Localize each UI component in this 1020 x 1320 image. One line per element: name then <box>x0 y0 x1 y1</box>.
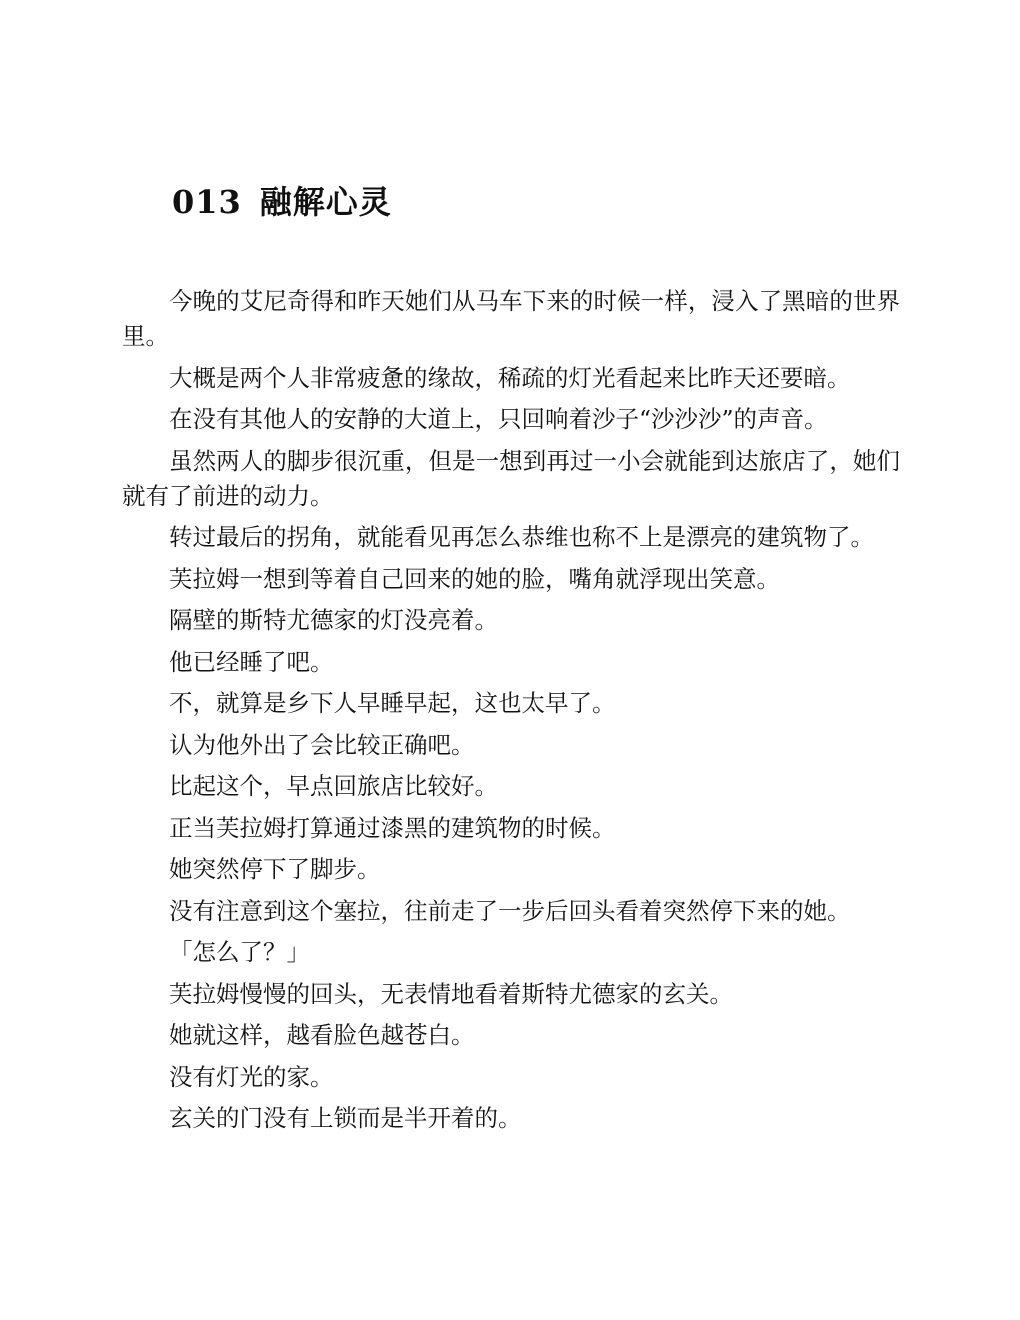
chapter-number: 013 <box>172 183 242 221</box>
paragraph: 虽然两人的脚步很沉重，但是一想到再过一小会就能到达旅店了，她们就有了前进的动力。 <box>122 446 900 510</box>
paragraph: 她就这样，越看脸色越苍白。 <box>169 1021 475 1049</box>
chapter-name: 融解心灵 <box>259 183 392 221</box>
paragraph: 没有注意到这个塞拉，往前走了一步后回头看着突然停下来的她。 <box>169 896 851 925</box>
paragraph: 他已经睡了吧。 <box>169 647 334 676</box>
paragraph: 她突然停下了脚步。 <box>169 855 381 883</box>
paragraph: 比起这个，早点回旅店比较好。 <box>169 772 498 800</box>
chapter-body <box>122 284 900 1143</box>
paragraph: 认为他外出了会比较正确吧。 <box>169 730 475 759</box>
paragraph: 今晚的艾尼奇得和昨天她们从马车下来的时候一样，浸入了黑暗的世界里。 <box>122 287 900 350</box>
paragraph: 不，就算是乡下人早睡早起，这也太早了。 <box>169 689 616 717</box>
paragraph: 正当芙拉姆打算通过漆黑的建筑物的时候。 <box>169 813 616 842</box>
paragraph: 隔壁的斯特尤德家的灯没亮着。 <box>169 606 498 634</box>
paragraph: 转过最后的拐角，就能看见再怎么恭维也称不上是漂亮的建筑物了。 <box>169 523 874 551</box>
dialogue-line: 「怎么了？」 <box>169 938 310 966</box>
paragraph: 芙拉姆一想到等着自己回来的她的脸，嘴角就浮现出笑意。 <box>169 564 780 593</box>
paragraph: 大概是两个人非常疲惫的缘故，稀疏的灯光看起来比昨天还要暗。 <box>169 363 851 392</box>
paragraph: 没有灯光的家。 <box>169 1062 334 1091</box>
paragraph: 在没有其他人的安静的大道上，只回响着沙子“沙沙沙”的声音。 <box>169 405 828 433</box>
chapter-title <box>172 178 392 226</box>
paragraph: 芙拉姆慢慢的回头，无表情地看着斯特尤德家的玄关。 <box>169 979 733 1008</box>
paragraph: 玄关的门没有上锁而是半开着的。 <box>169 1104 522 1132</box>
